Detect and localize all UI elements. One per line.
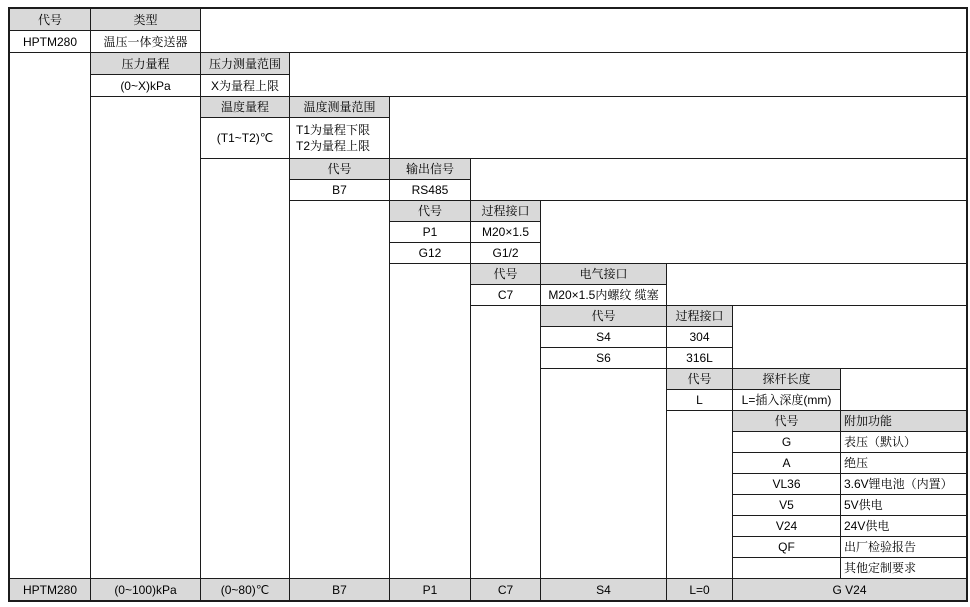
summary-material: S4 <box>541 579 666 600</box>
addon-code-value: G <box>733 432 840 452</box>
process-code-value: P1 <box>390 222 470 242</box>
material-port-value: 316L <box>667 348 732 368</box>
process-code-value: G12 <box>390 243 470 263</box>
summary-code: HPTM280 <box>10 579 90 600</box>
electric-port-header: 电气接口 <box>541 264 666 284</box>
summary-probe-length: L=0 <box>667 579 732 600</box>
empty-cell <box>10 53 90 578</box>
empty-cell <box>290 53 966 96</box>
addon-code-header: 代号 <box>733 411 840 431</box>
empty-cell <box>541 201 966 263</box>
empty-cell <box>91 97 200 578</box>
empty-cell <box>201 9 966 52</box>
material-code-header: 代号 <box>541 306 666 326</box>
process-port-value: G1/2 <box>471 243 540 263</box>
addon-code-value: V5 <box>733 495 840 515</box>
product-selection-table <box>8 7 968 602</box>
empty-cell <box>471 306 540 578</box>
output-code-header: 代号 <box>290 159 389 179</box>
type-header: 类型 <box>91 9 200 30</box>
type-value: 温压一体变送器 <box>91 31 200 52</box>
pressure-range-header: 压力量程 <box>91 53 200 74</box>
temp-measure-line2: T2为量程上限 <box>296 139 371 153</box>
summary-output-signal: B7 <box>290 579 389 600</box>
probe-length-value: L=插入深度(mm) <box>733 390 840 410</box>
electric-port-value: M20×1.5内螺纹 缆塞 <box>541 285 666 305</box>
empty-cell <box>667 411 732 578</box>
addon-func-value: 表压（默认） <box>841 432 966 452</box>
output-signal-header: 输出信号 <box>390 159 470 179</box>
code-header: 代号 <box>10 9 90 30</box>
material-port-value: 304 <box>667 327 732 347</box>
addon-func-header: 附加功能 <box>841 411 966 431</box>
temp-range-value: (T1~T2)℃ <box>201 118 289 158</box>
temp-measure-value <box>290 118 389 158</box>
addon-func-value: 24V供电 <box>841 516 966 536</box>
summary-temp-range: (0~80)℃ <box>201 579 289 600</box>
addon-code-value <box>733 558 840 578</box>
summary-addon: G V24 <box>733 579 966 600</box>
addon-func-value: 出厂检验报告 <box>841 537 966 557</box>
material-code-value: S6 <box>541 348 666 368</box>
process-code-header: 代号 <box>390 201 470 221</box>
addon-code-value: V24 <box>733 516 840 536</box>
empty-cell <box>390 97 966 158</box>
temp-measure-line1: T1为量程下限 <box>296 123 371 137</box>
empty-cell <box>290 201 389 578</box>
pressure-range-value: (0~X)kPa <box>91 75 200 96</box>
process-port-header: 过程接口 <box>471 201 540 221</box>
addon-code-value: A <box>733 453 840 473</box>
pressure-measure-value: X为量程上限 <box>201 75 289 96</box>
selection-grid <box>10 9 966 600</box>
temp-measure-header: 温度测量范围 <box>290 97 389 117</box>
material-port-header: 过程接口 <box>667 306 732 326</box>
empty-cell <box>541 369 666 578</box>
temp-range-header: 温度量程 <box>201 97 289 117</box>
addon-code-value: QF <box>733 537 840 557</box>
process-port-value: M20×1.5 <box>471 222 540 242</box>
summary-process-port: P1 <box>390 579 470 600</box>
pressure-measure-header: 压力测量范围 <box>201 53 289 74</box>
empty-cell <box>390 264 470 578</box>
output-code-value: B7 <box>290 180 389 200</box>
electric-code-header: 代号 <box>471 264 540 284</box>
electric-code-value: C7 <box>471 285 540 305</box>
empty-cell <box>841 369 966 410</box>
addon-func-value: 3.6V锂电池（内置） <box>841 474 966 494</box>
empty-cell <box>667 264 966 305</box>
addon-func-value: 5V供电 <box>841 495 966 515</box>
output-signal-value: RS485 <box>390 180 470 200</box>
summary-pressure-range: (0~100)kPa <box>91 579 200 600</box>
addon-func-value: 绝压 <box>841 453 966 473</box>
probe-length-header: 探杆长度 <box>733 369 840 389</box>
probe-code-header: 代号 <box>667 369 732 389</box>
addon-func-value: 其他定制要求 <box>841 558 966 578</box>
addon-code-value: VL36 <box>733 474 840 494</box>
material-code-value: S4 <box>541 327 666 347</box>
empty-cell <box>201 159 289 578</box>
code-value: HPTM280 <box>10 31 90 52</box>
empty-cell <box>733 306 966 368</box>
probe-code-value: L <box>667 390 732 410</box>
summary-electric-port: C7 <box>471 579 540 600</box>
empty-cell <box>471 159 966 200</box>
